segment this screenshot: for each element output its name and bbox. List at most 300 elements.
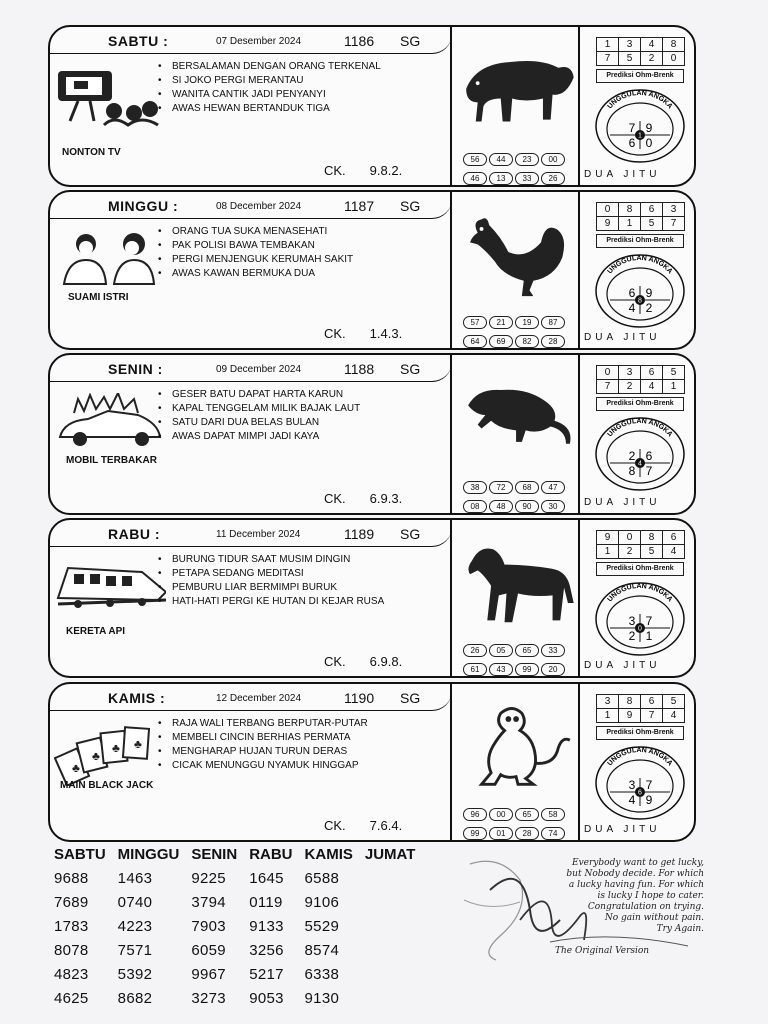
illustration-label: SUAMI ISTRI <box>68 292 129 303</box>
stamp-quote-line: Everybody want to get lucky, <box>572 858 704 868</box>
bullet-item: • CICAK MENUNGGU NYAMUK HINGGAP <box>158 759 368 773</box>
summary-cell: 9053 <box>249 990 284 1007</box>
number-oval: 13 <box>489 172 513 185</box>
grid-row <box>597 531 685 545</box>
prediction-grid <box>596 37 685 66</box>
summary-cell <box>361 964 424 988</box>
summary-table-header <box>50 846 423 868</box>
grid-cell: 8 <box>619 203 641 217</box>
grid-cell: 7 <box>641 709 663 723</box>
summary-cell: 8682 <box>117 990 153 1007</box>
illustration-label: KERETA API <box>66 626 126 637</box>
summary-cell: 5392 <box>117 966 153 983</box>
number-oval: 00 <box>489 808 513 821</box>
monkey-icon <box>458 696 578 792</box>
ring-number: 7 <box>645 778 653 792</box>
grid-cell: 0 <box>663 52 685 66</box>
grid-cell: 9 <box>619 709 641 723</box>
grid-row <box>597 217 685 231</box>
card-header <box>50 192 452 219</box>
shio-panel <box>454 192 580 348</box>
number-oval: 56 <box>463 153 487 166</box>
summary-cell: 9130 <box>304 990 340 1007</box>
number-oval: 28 <box>541 335 565 348</box>
day-label: SABTU : <box>108 33 169 49</box>
bullet-item: • WANITA CANTIK JADI PENYANYI <box>158 88 381 102</box>
card-main <box>50 192 452 348</box>
summary-cell: 4823 <box>54 966 89 983</box>
grid-cell: 1 <box>663 380 685 394</box>
number-oval: 20 <box>541 663 565 676</box>
number-oval: 05 <box>489 644 513 657</box>
grid-cell: 3 <box>663 203 685 217</box>
grid-cell: 2 <box>641 52 663 66</box>
summary-cell: 5217 <box>249 966 284 983</box>
grid-cell: 8 <box>641 531 663 545</box>
ck-value: 9.8.2. <box>369 163 403 178</box>
summary-header-cell: KAMIS <box>304 846 353 863</box>
number-oval: 58 <box>541 808 565 821</box>
summary-cell: 0119 <box>249 894 283 911</box>
summary-cell: 3256 <box>249 942 284 959</box>
summary-cell: 3273 <box>191 990 226 1007</box>
number-oval: 99 <box>463 827 487 840</box>
prediction-panel <box>582 27 696 185</box>
bullet-item: • MENGHARAP HUJAN TURUN DERAS <box>158 745 368 759</box>
number-oval: 38 <box>463 481 487 494</box>
summary-cell: 4625 <box>54 990 89 1007</box>
prediction-panel <box>582 355 696 513</box>
unggulan-ring <box>594 744 686 822</box>
day-label: SENIN : <box>108 361 163 377</box>
number-oval: 74 <box>541 827 565 840</box>
unggulan-ring <box>594 252 686 330</box>
number-oval: 21 <box>489 316 513 329</box>
stamp-quote <box>522 858 704 935</box>
summary-cell: 6059 <box>191 942 226 959</box>
svg-text:UNGGULAN ANGKA <box>607 747 674 767</box>
ring-number: 7 <box>645 614 653 628</box>
summary-cell: 4223 <box>117 918 153 935</box>
ring-title: UNGGULAN ANGKA <box>606 89 674 111</box>
date-label: 11 December 2024 <box>216 529 301 540</box>
summary-cell: 9967 <box>191 966 226 983</box>
market-code: SG <box>400 526 421 542</box>
number-oval: 96 <box>463 808 487 821</box>
bullet-item: • PERGI MENJENGUK KERUMAH SAKIT <box>158 253 353 267</box>
draw-number: 1186 <box>344 33 375 49</box>
bullet-item: • PETAPA SEDANG MEDITASI <box>158 567 384 581</box>
number-oval: 87 <box>541 316 565 329</box>
grid-cell: 8 <box>619 695 641 709</box>
date-label: 12 December 2024 <box>216 693 302 704</box>
svg-text:♣: ♣ <box>72 761 80 775</box>
summary-table <box>50 846 423 1012</box>
horse-icon <box>458 532 578 628</box>
grid-cell: 5 <box>619 52 641 66</box>
ck-label: CK. <box>324 654 346 669</box>
summary-cell <box>361 988 424 1012</box>
prediction-panel <box>582 192 696 348</box>
shio-panel <box>454 520 580 676</box>
rooster-icon <box>458 204 578 300</box>
card-illustration <box>54 230 166 294</box>
ck-label: CK. <box>324 818 346 833</box>
ck-line <box>324 818 402 833</box>
summary-cell <box>361 892 424 916</box>
number-oval: 30 <box>541 500 565 513</box>
draw-number: 1187 <box>344 198 375 214</box>
dream-clues <box>158 225 353 281</box>
day-label: KAMIS : <box>108 690 166 706</box>
ring-number: 6 <box>645 449 653 463</box>
draw-number: 1189 <box>344 526 375 542</box>
dream-clues <box>158 717 368 773</box>
number-ovals <box>462 149 576 187</box>
summary-cell: 1783 <box>54 918 89 935</box>
card-illustration <box>54 393 166 457</box>
draw-number: 1188 <box>344 361 375 377</box>
number-oval: 44 <box>489 153 513 166</box>
number-oval: 00 <box>541 153 565 166</box>
bullet-item: • BERSALAMAN DENGAN ORANG TERKENAL <box>158 60 381 74</box>
market-code: SG <box>400 198 421 214</box>
prediction-label: Prediksi Ohm-Brenk <box>596 562 684 576</box>
ring-center: 0 <box>638 625 642 633</box>
grid-cell: 4 <box>663 709 685 723</box>
number-oval: 26 <box>541 172 565 185</box>
summary-header-cell: SENIN <box>191 846 238 863</box>
ring-title: UNGGULAN ANGKA <box>606 582 674 604</box>
unggulan-ring <box>594 87 686 165</box>
svg-text:UNGGULAN ANGKA <box>607 418 674 438</box>
number-oval: 82 <box>515 335 539 348</box>
grid-cell: 3 <box>619 38 641 52</box>
grid-cell: 6 <box>641 695 663 709</box>
prediction-panel <box>582 684 696 840</box>
grid-cell: 3 <box>619 366 641 380</box>
illustration-label: MAIN BLACK JACK <box>60 780 154 791</box>
summary-cell <box>361 868 424 892</box>
prediction-panel <box>582 520 696 676</box>
stamp-quote-line: is lucky I hope to cater. <box>597 891 704 901</box>
grid-cell: 8 <box>663 38 685 52</box>
ck-value: 7.6.4. <box>369 818 403 833</box>
bullet-item: • ORANG TUA SUKA MENASEHATI <box>158 225 353 239</box>
prediction-card <box>48 190 696 350</box>
number-oval: 57 <box>463 316 487 329</box>
summary-row <box>50 868 423 892</box>
stamp-quote-line: Congratulation on trying. <box>587 902 704 912</box>
summary-row <box>50 892 423 916</box>
summary-row <box>50 988 423 1012</box>
card-header <box>50 684 452 711</box>
summary-cell: 9688 <box>54 870 89 887</box>
ring-number: 6 <box>628 136 636 150</box>
illustration-label: MOBIL TERBAKAR <box>66 455 157 466</box>
number-oval: 65 <box>515 644 539 657</box>
summary-header-cell: SABTU <box>54 846 106 863</box>
number-oval: 26 <box>463 644 487 657</box>
ck-line <box>324 326 402 341</box>
summary-header-cell: MINGGU <box>117 846 180 863</box>
ck-label: CK. <box>324 326 346 341</box>
card-main <box>50 684 452 840</box>
prediction-label: Prediksi Ohm-Brenk <box>596 397 684 411</box>
ring-number: 4 <box>628 301 636 315</box>
bullet-item: • RAJA WALI TERBANG BERPUTAR-PUTAR <box>158 717 368 731</box>
prediction-grid <box>596 365 685 394</box>
ring-number: 3 <box>628 778 636 792</box>
ck-value: 1.4.3. <box>369 326 403 341</box>
number-oval: 28 <box>515 827 539 840</box>
bullet-item: • PAK POLISI BAWA TEMBAKAN <box>158 239 353 253</box>
market-code: SG <box>400 690 421 706</box>
bullet-item: • SATU DARI DUA BELAS BULAN <box>158 416 360 430</box>
svg-text:♣: ♣ <box>92 749 100 763</box>
dua-jitu-label: DUA JITU <box>584 660 661 671</box>
bullet-item: • SI JOKO PERGI MERANTAU <box>158 74 381 88</box>
dua-jitu-label: DUA JITU <box>584 332 661 343</box>
grid-cell: 0 <box>597 203 619 217</box>
ring-title: UNGGULAN ANGKA <box>606 417 674 439</box>
card-illustration <box>54 558 166 622</box>
stamp-signature-text: The Original Version <box>555 946 650 956</box>
bullet-item: • KAPAL TENGGELAM MILIK BAJAK LAUT <box>158 402 360 416</box>
grid-cell: 2 <box>619 545 641 559</box>
dream-clues <box>158 60 381 116</box>
ring-number: 7 <box>645 464 653 478</box>
ring-center: 4 <box>638 460 642 468</box>
svg-text:UNGGULAN ANGKA <box>607 255 674 275</box>
grid-cell: 3 <box>597 695 619 709</box>
ring-center: 8 <box>638 297 642 305</box>
unggulan-ring <box>594 580 686 658</box>
grid-cell: 4 <box>641 38 663 52</box>
ring-center: 1 <box>638 132 642 140</box>
ck-line <box>324 654 402 669</box>
bullet-item: • AWAS DAPAT MIMPI JADI KAYA <box>158 430 360 444</box>
card-header <box>50 355 452 382</box>
prediction-grid <box>596 694 685 723</box>
number-ovals <box>462 477 576 515</box>
summary-cell <box>361 940 424 964</box>
card-illustration <box>54 65 166 129</box>
card-illustration <box>54 722 166 786</box>
number-oval: 65 <box>515 808 539 821</box>
summary-row <box>50 916 423 940</box>
bullet-item: • GESER BATU DAPAT HARTA KARUN <box>158 388 360 402</box>
ring-number: 9 <box>645 286 653 300</box>
bullet-item: • AWAS HEWAN BERTANDUK TIGA <box>158 102 381 116</box>
card-header <box>50 27 452 54</box>
number-oval: 43 <box>489 663 513 676</box>
summary-cell: 1463 <box>117 870 153 887</box>
ring-number: 8 <box>628 464 636 478</box>
prediction-label: Prediksi Ohm-Brenk <box>596 234 684 248</box>
grid-cell: 2 <box>619 380 641 394</box>
bullet-item: • BURUNG TIDUR SAAT MUSIM DINGIN <box>158 553 384 567</box>
grid-cell: 5 <box>641 217 663 231</box>
grid-cell: 7 <box>597 380 619 394</box>
grid-cell: 9 <box>597 217 619 231</box>
summary-cell <box>361 916 424 940</box>
number-oval: 99 <box>515 663 539 676</box>
number-oval: 47 <box>541 481 565 494</box>
ring-number: 4 <box>628 793 636 807</box>
summary-header-cell: JUMAT <box>364 846 416 863</box>
prediction-grid <box>596 530 685 559</box>
ring-number: 9 <box>645 121 653 135</box>
number-oval: 46 <box>463 172 487 185</box>
ring-number: 6 <box>628 286 636 300</box>
grid-cell: 5 <box>663 366 685 380</box>
stamp-quote-line: No gain without pain. <box>604 913 704 923</box>
draw-number: 1190 <box>344 690 375 706</box>
day-label: RABU : <box>108 526 160 542</box>
number-ovals <box>462 312 576 350</box>
grid-cell: 5 <box>663 695 685 709</box>
ring-center: 6 <box>638 789 642 797</box>
stamp-quote-line: but Nobody decide. For which <box>566 869 704 879</box>
svg-text:UNGGULAN ANGKA <box>607 583 674 603</box>
ring-number: 2 <box>628 629 636 643</box>
number-oval: 01 <box>489 827 513 840</box>
grid-cell: 9 <box>597 531 619 545</box>
grid-row <box>597 366 685 380</box>
grid-row <box>597 695 685 709</box>
ring-number: 2 <box>645 301 653 315</box>
ring-number: 9 <box>645 793 653 807</box>
stamp-quote-line: Try Again. <box>656 924 704 934</box>
dua-jitu-label: DUA JITU <box>584 497 661 508</box>
number-oval: 72 <box>489 481 513 494</box>
ring-number: 7 <box>628 121 636 135</box>
bullet-item: • PEMBURU LIAR BERMIMPI BURUK <box>158 581 384 595</box>
summary-cell: 8574 <box>304 942 340 959</box>
number-oval: 23 <box>515 153 539 166</box>
prediction-card <box>48 353 696 515</box>
stamp-quote-line: a lucky having fun. For which <box>568 880 704 890</box>
prediction-label: Prediksi Ohm-Brenk <box>596 69 684 83</box>
number-oval: 61 <box>463 663 487 676</box>
ck-value: 6.9.8. <box>369 654 403 669</box>
ring-title: UNGGULAN ANGKA <box>606 746 674 768</box>
date-label: 07 Desember 2024 <box>216 36 302 47</box>
grid-row <box>597 380 685 394</box>
summary-cell: 8078 <box>54 942 89 959</box>
shio-panel <box>454 27 580 185</box>
grid-row <box>597 38 685 52</box>
ring-number: 1 <box>645 629 653 643</box>
ring-title: UNGGULAN ANGKA <box>606 254 674 276</box>
grid-cell: 4 <box>663 545 685 559</box>
grid-cell: 0 <box>619 531 641 545</box>
summary-row <box>50 964 423 988</box>
bullet-item: • HATI-HATI PERGI KE HUTAN DI KEJAR RUSA <box>158 595 384 609</box>
grid-cell: 4 <box>641 380 663 394</box>
market-code: SG <box>400 33 421 49</box>
dua-jitu-label: DUA JITU <box>584 824 661 835</box>
number-oval: 48 <box>489 500 513 513</box>
grid-row <box>597 545 685 559</box>
grid-row <box>597 52 685 66</box>
summary-cell: 6588 <box>304 870 340 887</box>
number-oval: 90 <box>515 500 539 513</box>
grid-cell: 1 <box>597 38 619 52</box>
market-code: SG <box>400 361 421 377</box>
ck-label: CK. <box>324 491 346 506</box>
prediction-card <box>48 682 696 842</box>
svg-text:UNGGULAN ANGKA <box>607 90 674 110</box>
ck-label: CK. <box>324 163 346 178</box>
ring-number: 3 <box>628 614 636 628</box>
summary-header-cell: RABU <box>249 846 293 863</box>
shio-panel <box>454 684 580 840</box>
number-oval: 33 <box>541 644 565 657</box>
pig-icon <box>458 39 578 135</box>
day-label: MINGGU : <box>108 198 179 214</box>
grid-cell: 0 <box>597 366 619 380</box>
dua-jitu-label: DUA JITU <box>584 169 661 180</box>
grid-cell: 1 <box>597 545 619 559</box>
prediction-grid <box>596 202 685 231</box>
ring-number: 2 <box>628 449 636 463</box>
number-oval: 33 <box>515 172 539 185</box>
grid-row <box>597 203 685 217</box>
summary-cell: 9225 <box>191 870 226 887</box>
svg-text:♣: ♣ <box>112 741 120 755</box>
ck-value: 6.9.3. <box>369 491 403 506</box>
rat-icon <box>458 367 578 463</box>
summary-cell: 6338 <box>304 966 340 983</box>
summary-cell: 9106 <box>304 894 340 911</box>
card-main <box>50 520 452 676</box>
summary-cell: 9133 <box>249 918 284 935</box>
number-oval: 68 <box>515 481 539 494</box>
summary-cell: 7571 <box>117 942 153 959</box>
summary-cell: 7903 <box>191 918 226 935</box>
svg-text:♣: ♣ <box>134 737 142 751</box>
unggulan-ring <box>594 415 686 493</box>
dream-clues <box>158 553 384 609</box>
grid-cell: 5 <box>641 545 663 559</box>
bullet-item: • AWAS KAWAN BERMUKA DUA <box>158 267 353 281</box>
card-main <box>50 27 452 185</box>
summary-cell: 7689 <box>54 894 89 911</box>
grid-cell: 1 <box>597 709 619 723</box>
date-label: 09 December 2024 <box>216 364 302 375</box>
summary-cell: 3794 <box>191 894 226 911</box>
ck-line <box>324 491 402 506</box>
number-ovals <box>462 804 576 842</box>
grid-cell: 6 <box>641 203 663 217</box>
grid-row <box>597 709 685 723</box>
number-oval: 19 <box>515 316 539 329</box>
prediction-label: Prediksi Ohm-Brenk <box>596 726 684 740</box>
card-main <box>50 355 452 513</box>
summary-row <box>50 940 423 964</box>
number-ovals <box>462 640 576 678</box>
number-oval: 08 <box>463 500 487 513</box>
ring-number: 0 <box>645 136 653 150</box>
illustration-label: NONTON TV <box>62 147 121 158</box>
dream-clues <box>158 388 360 444</box>
summary-cell: 0740 <box>117 894 153 911</box>
grid-cell: 6 <box>663 531 685 545</box>
number-oval: 64 <box>463 335 487 348</box>
number-oval: 69 <box>489 335 513 348</box>
